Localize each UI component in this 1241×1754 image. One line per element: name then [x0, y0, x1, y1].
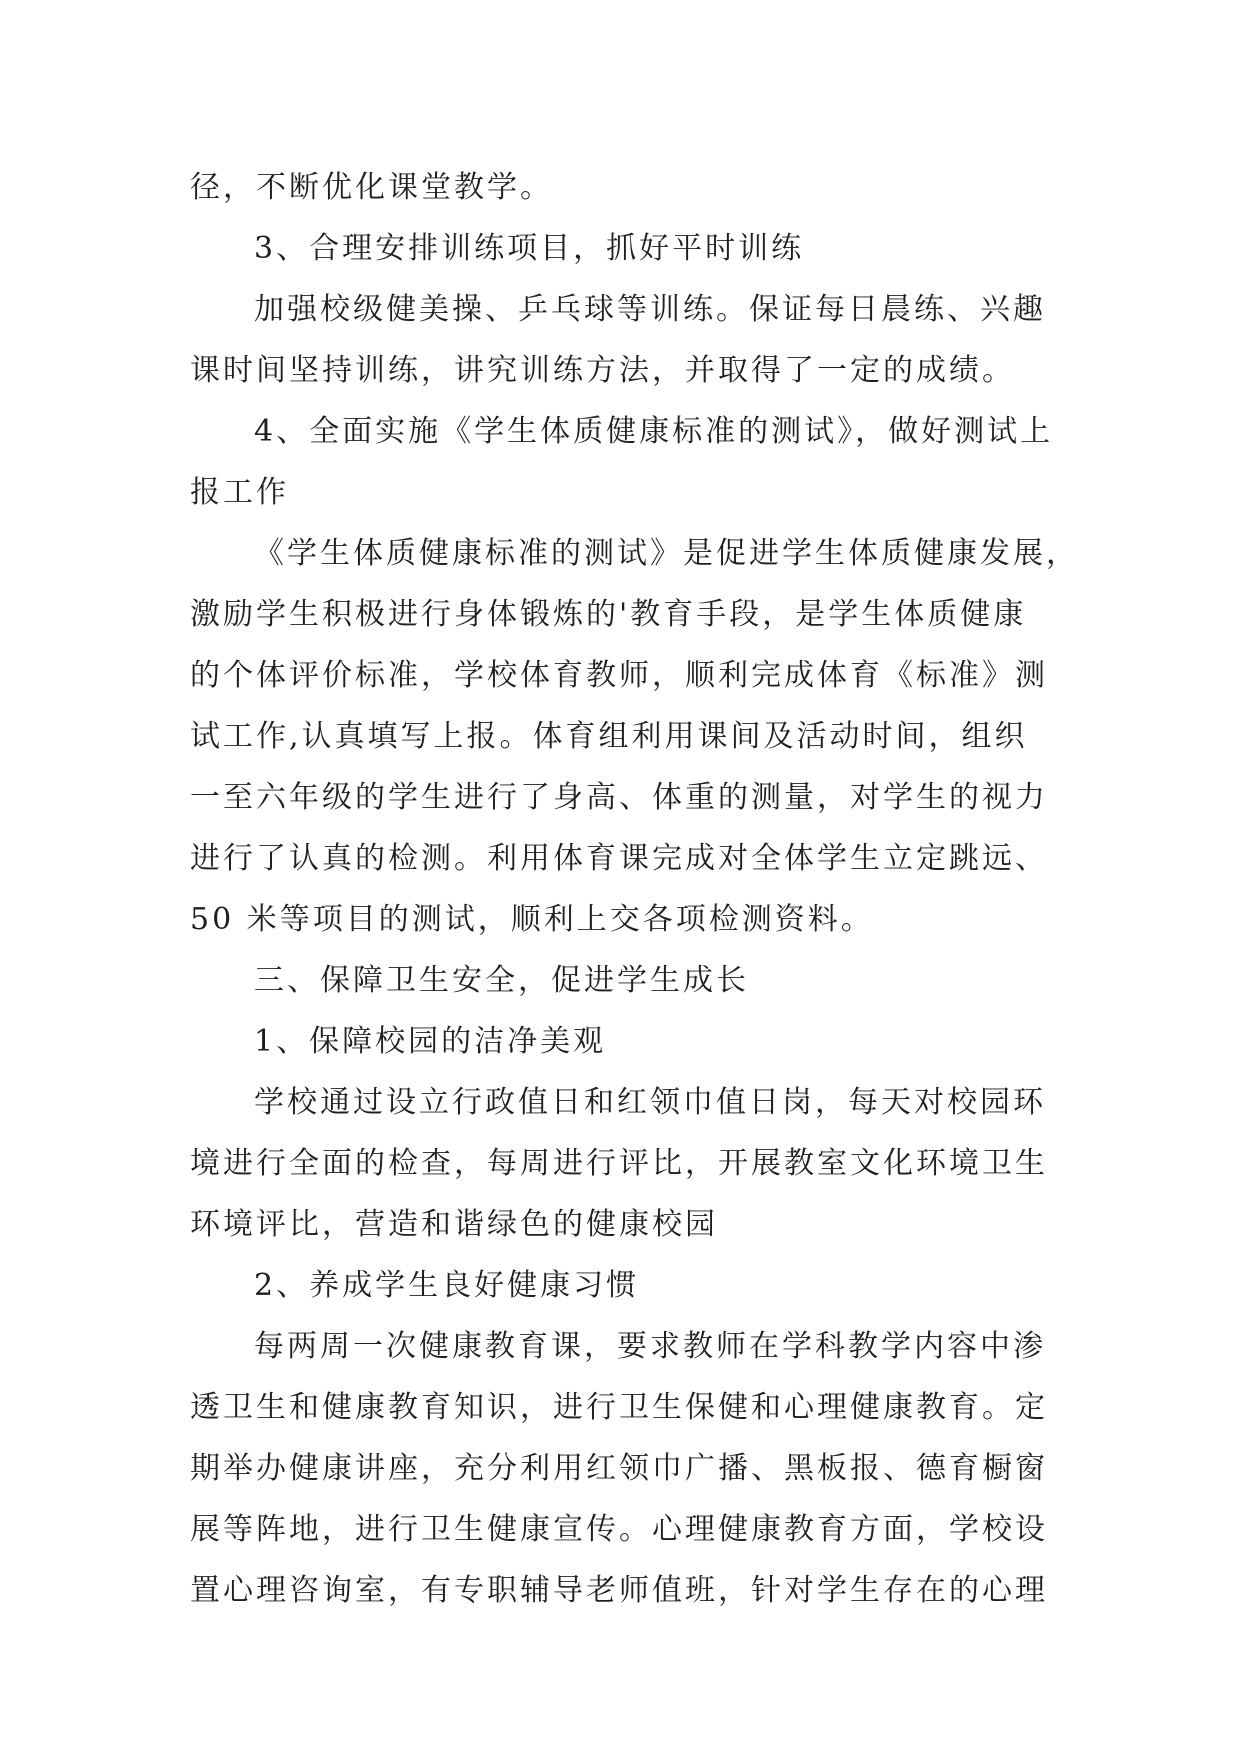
document-body	[190, 157, 1079, 1621]
text-line: 径，不断优化课堂教学。	[190, 170, 553, 205]
text-line: 1、保障校园的洁净美观	[254, 1024, 607, 1059]
text-line: 展等阵地，进行卫生健康宣传。心理健康教育方面，学校设	[190, 1512, 1048, 1547]
text-line: 进行了认真的检测。利用体育课完成对全体学生立定跳远、	[190, 841, 1048, 876]
text-line: 4、全面实施《学生体质健康标准的测试》，做好测试上	[254, 414, 1054, 449]
text-line: 三、保障卫生安全，促进学生成长	[254, 963, 749, 998]
text-line: 50 米等项目的测试，顺利上交各项检测资料。	[190, 902, 874, 937]
text-line: 期举办健康讲座，充分利用红领巾广播、黑板报、德育橱窗	[190, 1451, 1048, 1486]
text-line: 环境评比，营造和谐绿色的健康校园	[190, 1207, 718, 1242]
text-line: 置心理咨询室，有专职辅导老师值班，针对学生存在的心理	[190, 1573, 1048, 1608]
text-line: 加强校级健美操、乒乓球等训练。保证每日晨练、兴趣	[254, 292, 1046, 327]
text-line: 学校通过设立行政值日和红领巾值日岗，每天对校园环	[254, 1085, 1046, 1120]
text-line: 激励学生积极进行身体锻炼的'教育手段，是学生体质健康	[190, 597, 1027, 632]
text-line: 境进行全面的检查，每周进行评比，开展教室文化环境卫生	[190, 1146, 1048, 1181]
text-line: 2、养成学生良好健康习惯	[254, 1268, 640, 1303]
text-line: 透卫生和健康教育知识，进行卫生保健和心理健康教育。定	[190, 1390, 1048, 1425]
text-line: 课时间坚持训练，讲究训练方法，并取得了一定的成绩。	[190, 353, 1015, 388]
text-line: 3、合理安排训练项目，抓好平时训练	[254, 231, 805, 266]
text-line: 试工作,认真填写上报。体育组利用课间及活动时间，组织	[190, 719, 1028, 754]
text-line: 每两周一次健康教育课，要求教师在学科教学内容中渗	[254, 1329, 1046, 1364]
text-line: 《学生体质健康标准的测试》是促进学生体质健康发展，	[254, 536, 1079, 571]
text-line: 一至六年级的学生进行了身高、体重的测量，对学生的视力	[190, 780, 1048, 815]
text-line: 报工作	[190, 475, 289, 510]
text-line: 的个体评价标准，学校体育教师，顺利完成体育《标准》测	[190, 658, 1048, 693]
